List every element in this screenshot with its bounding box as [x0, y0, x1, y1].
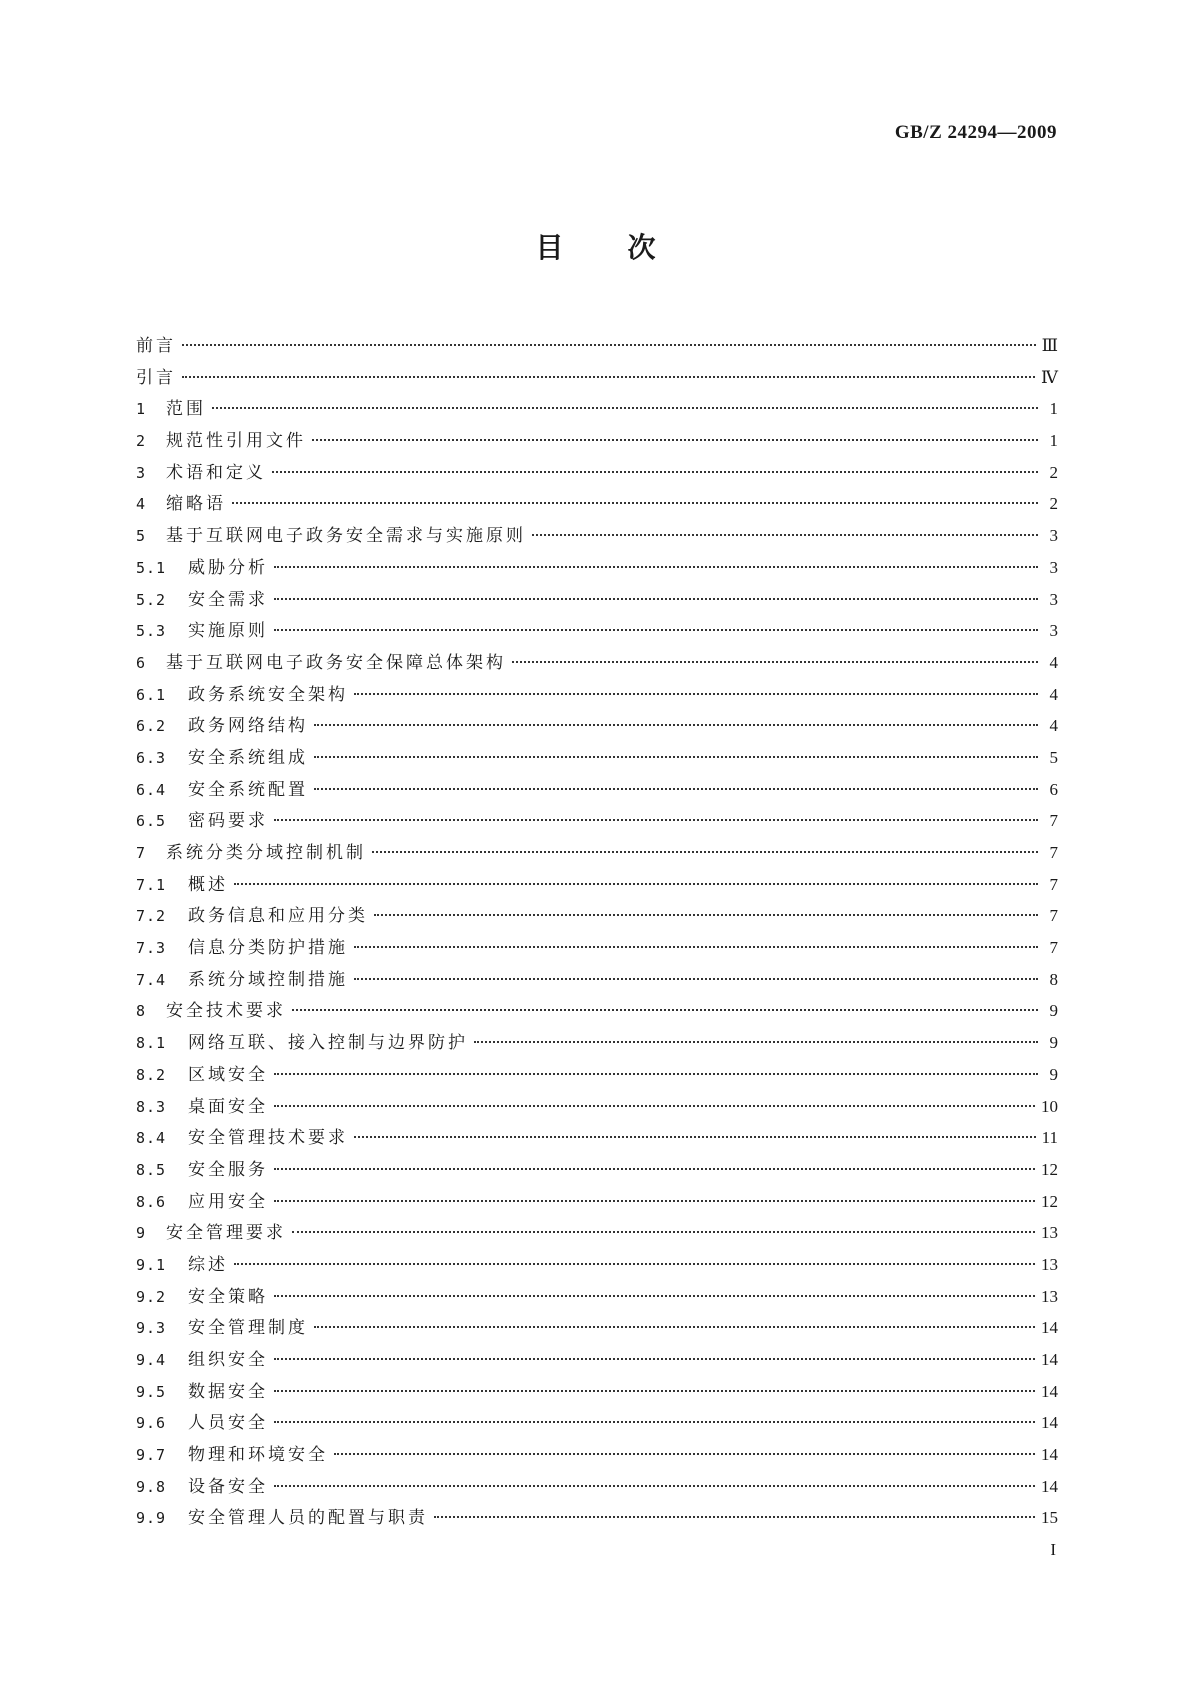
toc-entry-title: 人员安全	[188, 1413, 268, 1434]
toc-leader-dots	[292, 1009, 1038, 1011]
toc-leader-dots	[274, 1358, 1035, 1360]
toc-leader-dots	[232, 502, 1038, 504]
toc-entry-number: 5.2	[136, 590, 167, 609]
toc-entry-number: 7.2	[136, 907, 167, 926]
toc-entry-page: 13	[1041, 1254, 1058, 1274]
toc-leader-dots	[274, 1485, 1035, 1487]
toc-leader-dots	[334, 1453, 1035, 1455]
toc-entry-title: 威胁分析	[188, 557, 268, 578]
toc-entry-title: 桌面安全	[188, 1096, 268, 1117]
standard-number: GB/Z 24294—2009	[894, 122, 1057, 143]
toc-entry[interactable]	[136, 1503, 1058, 1535]
toc-entry-page: 2	[1049, 462, 1058, 482]
toc-entry-title: 政务系统安全架构	[188, 684, 348, 705]
toc-entry-page: 14	[1041, 1350, 1058, 1369]
toc-entry[interactable]	[136, 870, 1058, 902]
toc-entry[interactable]	[136, 680, 1058, 712]
toc-entry-page: Ⅳ	[1041, 367, 1058, 387]
toc-leader-dots	[474, 1041, 1038, 1043]
toc-leader-dots	[274, 819, 1038, 821]
toc-entry-number: 8	[136, 1002, 147, 1021]
table-of-contents	[136, 331, 1058, 1535]
toc-entry-title: 安全技术要求	[166, 1001, 286, 1022]
toc-leader-dots	[182, 344, 1036, 346]
toc-entry-page: 4	[1049, 716, 1058, 736]
toc-entry-number: 9.1	[136, 1255, 167, 1274]
toc-entry-page: 3	[1049, 589, 1058, 609]
toc-leader-dots	[274, 1295, 1035, 1297]
toc-entry[interactable]	[136, 1345, 1058, 1377]
toc-entry-title: 政务网络结构	[188, 716, 308, 737]
toc-entry-number: 7.3	[136, 939, 167, 958]
toc-entry-title: 安全管理制度	[188, 1318, 308, 1339]
toc-entry-page: 7	[1049, 938, 1058, 958]
toc-entry-number: 7.4	[136, 970, 167, 989]
toc-entry-title: 术语和定义	[166, 462, 266, 483]
toc-leader-dots	[274, 1421, 1035, 1423]
toc-leader-dots	[274, 1200, 1035, 1202]
toc-entry-page: 8	[1049, 969, 1058, 989]
toc-entry-page: 1	[1049, 399, 1058, 419]
toc-entry-title: 引言	[136, 367, 176, 388]
toc-leader-dots	[274, 629, 1038, 631]
toc-entry-title: 系统分域控制措施	[188, 969, 348, 990]
toc-entry[interactable]	[136, 1472, 1058, 1504]
toc-leader-dots	[354, 978, 1038, 980]
toc-leader-dots	[274, 1390, 1035, 1392]
toc-entry[interactable]	[136, 426, 1058, 458]
toc-entry[interactable]	[136, 901, 1058, 933]
toc-entry[interactable]	[136, 1440, 1058, 1472]
toc-entry-title: 安全策略	[188, 1286, 268, 1307]
toc-entry-title: 安全管理技术要求	[188, 1128, 348, 1149]
toc-entry-title: 综述	[188, 1254, 228, 1275]
toc-entry-number: 9.4	[136, 1351, 167, 1369]
toc-entry-title: 安全服务	[188, 1159, 268, 1180]
toc-entry[interactable]	[136, 521, 1058, 553]
toc-entry-title: 密码要求	[188, 811, 268, 832]
toc-entry[interactable]	[136, 965, 1058, 997]
toc-entry[interactable]	[136, 394, 1058, 426]
toc-entry-page: 13	[1041, 1223, 1058, 1243]
toc-entry[interactable]	[136, 616, 1058, 648]
toc-entry-page: 9	[1049, 1001, 1058, 1021]
toc-entry-title: 信息分类防护措施	[188, 938, 348, 959]
toc-leader-dots	[274, 1168, 1035, 1170]
toc-entry-title: 网络互联、接入控制与边界防护	[188, 1033, 468, 1054]
toc-entry[interactable]	[136, 1092, 1058, 1124]
toc-entry-number: 7	[136, 844, 147, 862]
toc-entry-number: 8.4	[136, 1129, 167, 1148]
page-title: 目次	[535, 231, 720, 264]
toc-leader-dots	[354, 946, 1038, 948]
toc-entry-page: 2	[1049, 494, 1058, 514]
toc-entry-page: 3	[1049, 621, 1058, 641]
toc-entry-page: 14	[1041, 1413, 1058, 1433]
toc-entry-title: 基于互联网电子政务安全保障总体架构	[166, 652, 506, 673]
toc-entry-number: 5.3	[136, 622, 167, 641]
toc-entry-page: 15	[1041, 1508, 1058, 1528]
toc-entry[interactable]	[136, 585, 1058, 617]
toc-entry-page: 10	[1041, 1096, 1058, 1116]
toc-leader-dots	[354, 693, 1038, 695]
toc-entry-page: 12	[1041, 1159, 1058, 1179]
toc-entry-number: 8.1	[136, 1034, 167, 1053]
toc-entry-number: 9.6	[136, 1414, 167, 1433]
toc-entry-number: 9.5	[136, 1382, 167, 1401]
toc-entry-number: 9.7	[136, 1446, 167, 1465]
toc-entry-page: 11	[1041, 1128, 1058, 1148]
toc-entry-number: 2	[136, 432, 147, 451]
toc-entry-title: 设备安全	[188, 1476, 268, 1497]
toc-leader-dots	[312, 439, 1038, 441]
toc-entry-title: 安全系统配置	[188, 779, 308, 800]
toc-entry-page: 5	[1049, 747, 1058, 767]
toc-entry-number: 9.9	[136, 1509, 167, 1528]
toc-entry[interactable]	[136, 1218, 1058, 1250]
toc-entry-number: 9.8	[136, 1477, 167, 1496]
toc-entry-number: 6.1	[136, 685, 167, 704]
toc-entry-number: 8.5	[136, 1160, 167, 1179]
toc-entry-page: 14	[1041, 1318, 1058, 1338]
toc-entry-page: 6	[1049, 779, 1058, 799]
toc-entry-number: 6.5	[136, 812, 167, 831]
toc-entry-title: 安全系统组成	[188, 747, 308, 768]
toc-entry-title: 规范性引用文件	[166, 431, 306, 452]
toc-entry-page: 7	[1049, 906, 1058, 926]
toc-entry[interactable]	[136, 1377, 1058, 1409]
toc-entry[interactable]	[136, 1187, 1058, 1219]
toc-entry-page: 14	[1041, 1476, 1058, 1496]
toc-leader-dots	[314, 724, 1038, 726]
toc-entry-title: 范围	[166, 399, 206, 420]
toc-entry[interactable]	[136, 743, 1058, 775]
toc-entry[interactable]	[136, 1282, 1058, 1314]
toc-entry-title: 概述	[188, 874, 228, 895]
toc-entry-page: 7	[1049, 811, 1058, 831]
toc-entry-title: 安全管理人员的配置与职责	[188, 1508, 428, 1529]
toc-leader-dots	[532, 534, 1038, 536]
toc-entry[interactable]	[136, 1250, 1058, 1282]
toc-entry[interactable]	[136, 1408, 1058, 1440]
toc-entry-page: 7	[1049, 843, 1058, 862]
toc-entry-page: 14	[1041, 1381, 1058, 1401]
toc-entry-title: 数据安全	[188, 1381, 268, 1402]
toc-entry-page: 4	[1049, 684, 1058, 704]
toc-entry[interactable]	[136, 1060, 1058, 1092]
toc-entry-number: 6.3	[136, 748, 167, 767]
toc-leader-dots	[234, 883, 1038, 885]
toc-entry[interactable]	[136, 996, 1058, 1028]
toc-entry-title: 基于互联网电子政务安全需求与实施原则	[166, 526, 526, 547]
toc-leader-dots	[274, 566, 1038, 568]
toc-entry[interactable]	[136, 1155, 1058, 1187]
toc-entry-number: 9.3	[136, 1319, 167, 1338]
toc-entry-page: 13	[1041, 1286, 1058, 1306]
toc-entry[interactable]	[136, 933, 1058, 965]
toc-entry-number: 1	[136, 400, 147, 419]
toc-entry[interactable]	[136, 553, 1058, 585]
toc-leader-dots	[182, 376, 1035, 378]
toc-leader-dots	[354, 1136, 1036, 1138]
toc-entry-number: 4	[136, 495, 147, 514]
toc-entry[interactable]	[136, 775, 1058, 807]
toc-entry-number: 9	[136, 1224, 147, 1243]
toc-entry-page: 4	[1049, 652, 1058, 672]
toc-entry-title: 区域安全	[188, 1064, 268, 1085]
toc-entry[interactable]	[136, 838, 1058, 870]
toc-entry-page: 3	[1049, 526, 1058, 546]
page-folio: I	[1050, 1540, 1056, 1559]
toc-leader-dots	[274, 1105, 1035, 1107]
toc-entry-number: 5	[136, 527, 147, 546]
toc-leader-dots	[314, 1326, 1035, 1328]
toc-entry-number: 6.4	[136, 780, 167, 799]
toc-entry-title: 物理和环境安全	[188, 1445, 328, 1466]
toc-entry-number: 8.3	[136, 1097, 167, 1116]
toc-leader-dots	[234, 1263, 1035, 1265]
toc-entry[interactable]	[136, 648, 1058, 680]
toc-entry-title: 政务信息和应用分类	[188, 906, 368, 927]
toc-entry[interactable]	[136, 711, 1058, 743]
toc-leader-dots	[212, 407, 1038, 409]
toc-leader-dots	[372, 851, 1038, 853]
toc-entry[interactable]	[136, 489, 1058, 521]
toc-leader-dots	[292, 1231, 1035, 1233]
toc-entry-number: 9.2	[136, 1287, 167, 1306]
toc-entry-page: 1	[1049, 431, 1058, 451]
toc-entry-page: 7	[1049, 874, 1058, 894]
toc-entry-number: 8.6	[136, 1192, 167, 1211]
toc-entry-title: 实施原则	[188, 621, 268, 642]
toc-entry[interactable]	[136, 1028, 1058, 1060]
toc-entry-page: 9	[1049, 1033, 1058, 1053]
toc-entry-page: 12	[1041, 1191, 1058, 1211]
toc-leader-dots	[512, 661, 1038, 663]
toc-entry-page: 14	[1041, 1445, 1058, 1465]
toc-entry-number: 8.2	[136, 1065, 167, 1084]
toc-entry-page: Ⅲ	[1041, 336, 1058, 355]
toc-entry-title: 缩略语	[166, 494, 226, 515]
toc-entry-title: 应用安全	[188, 1191, 268, 1212]
toc-leader-dots	[434, 1516, 1035, 1518]
toc-leader-dots	[274, 1073, 1038, 1075]
toc-entry[interactable]	[136, 1313, 1058, 1345]
toc-entry[interactable]	[136, 1123, 1058, 1155]
toc-entry[interactable]	[136, 363, 1058, 395]
toc-entry-number: 6.2	[136, 717, 167, 736]
toc-leader-dots	[374, 914, 1038, 916]
toc-entry-page: 3	[1049, 557, 1058, 577]
toc-entry[interactable]	[136, 331, 1058, 363]
toc-entry-number: 3	[136, 463, 147, 482]
toc-entry-title: 组织安全	[188, 1350, 268, 1370]
toc-leader-dots	[314, 788, 1038, 790]
toc-entry[interactable]	[136, 806, 1058, 838]
toc-entry[interactable]	[136, 458, 1058, 490]
toc-leader-dots	[314, 756, 1038, 758]
toc-leader-dots	[274, 598, 1038, 600]
toc-leader-dots	[272, 471, 1038, 473]
toc-entry-title: 系统分类分域控制机制	[166, 843, 366, 863]
toc-entry-title: 前言	[136, 336, 176, 356]
toc-entry-title: 安全需求	[188, 589, 268, 610]
toc-entry-number: 7.1	[136, 875, 167, 894]
toc-entry-number: 6	[136, 653, 147, 672]
toc-entry-page: 9	[1049, 1064, 1058, 1084]
toc-entry-title: 安全管理要求	[166, 1223, 286, 1244]
toc-entry-number: 5.1	[136, 558, 167, 577]
